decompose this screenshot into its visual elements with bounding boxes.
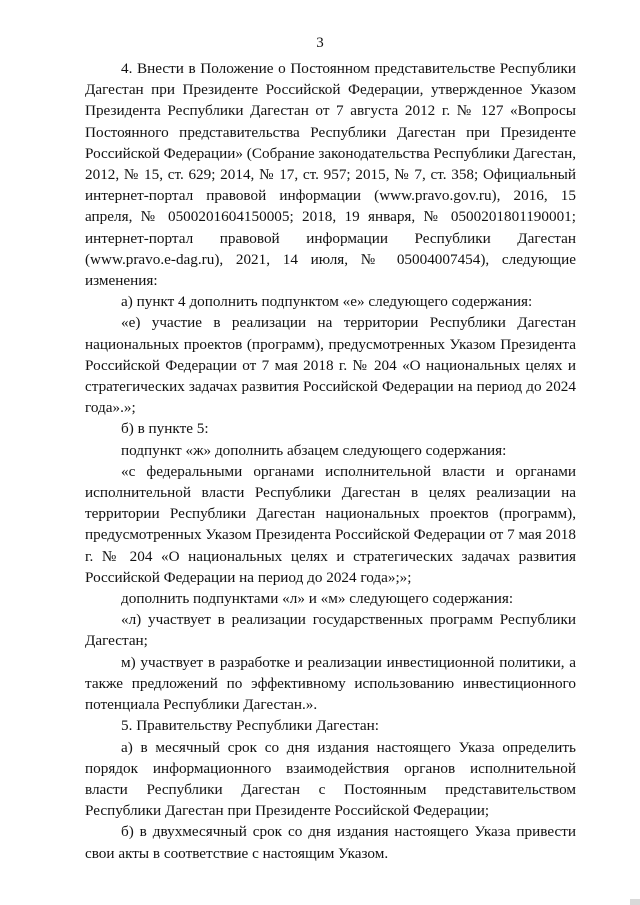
document-body	[85, 58, 576, 864]
paragraph-subitems-l-m: дополнить подпунктами «л» и «м» следующего содержания:	[121, 590, 514, 608]
paragraph-subitem-m: м) участвует в разработке и реализации инвестиционной политики, а также предложений по эффективному использованию инвестиционного потенциала Республики Дагестан.».	[85, 653, 576, 714]
page-number: 3	[316, 35, 324, 51]
paragraph-item-5: 5. Правительству Республики Дагестан:	[121, 717, 379, 735]
paragraph-item-5-a: а) в месячный срок со дня издания настоящего Указа определить порядок информационного взаимодействия органов исполнительной власти Республики Дагестан с Постоянным представительством Республики Дагестан при Президенте Российской Федерации;	[85, 738, 576, 820]
paragraph-subitem-zh: подпункт «ж» дополнить абзацем следующего содержания:	[121, 441, 507, 459]
paragraph-subitem-e: «е) участие в реализации на территории Республики Дагестан национальных проектов (программ), предусмотренных Указом Президента Российской Федерации от 7 мая 2018 г. № 204 «О национальных целях и стратегических задачах развития Российской Федерации на период до 2024 года».»;	[85, 314, 576, 417]
paragraph-item-5-b: б) в двухмесячный срок со дня издания настоящего Указа привести свои акты в соответствие с настоящим Указом.	[85, 823, 576, 862]
paragraph-subitem-a: а) пункт 4 дополнить подпунктом «е» следующего содержания:	[121, 293, 533, 311]
paragraph-subitem-b: б) в пункте 5:	[121, 420, 209, 438]
paragraph-item-4: 4. Внести в Положение о Постоянном представительстве Республики Дагестан при Президенте Российской Федерации, утвержденное Указом Президента Республики Дагестан от 7 августа 2012 г. № 127 «Вопросы Постоянного представительства Республики Дагестан при Президенте Российской Федерации» (Собрание законодательства Республики Дагестан, 2012, № 15, ст. 629; 2014, № 17, ст. 957; 2015, № 7, ст. 358; Официальный интернет-портал правовой информации (www.pravo.gov.ru), 2016, 15 апреля, № 0500201604150005; 2018, 19 января, № 0500201801190001; интернет-портал правовой информации Республики Дагестан (www.pravo.e-dag.ru), 2021, 14 июля, № 05004007454), следующие изменения:	[85, 60, 576, 290]
scan-edge-mark	[630, 899, 640, 905]
paragraph-subitem-l: «л) участвует в реализации государственных программ Республики Дагестан;	[85, 611, 576, 650]
paragraph-subitem-zh-text: «с федеральными органами исполнительной власти и органами исполнительной власти Республики Дагестан в целях реализации на территории Республики Дагестан национальных проектов (программ), предусмотренных Указом Президента Российской Федерации от 7 мая 2018 г. № 204 «О национальных целях и стратегических задачах развития Российской Федерации на период до 2024 года»;»;	[85, 462, 576, 586]
